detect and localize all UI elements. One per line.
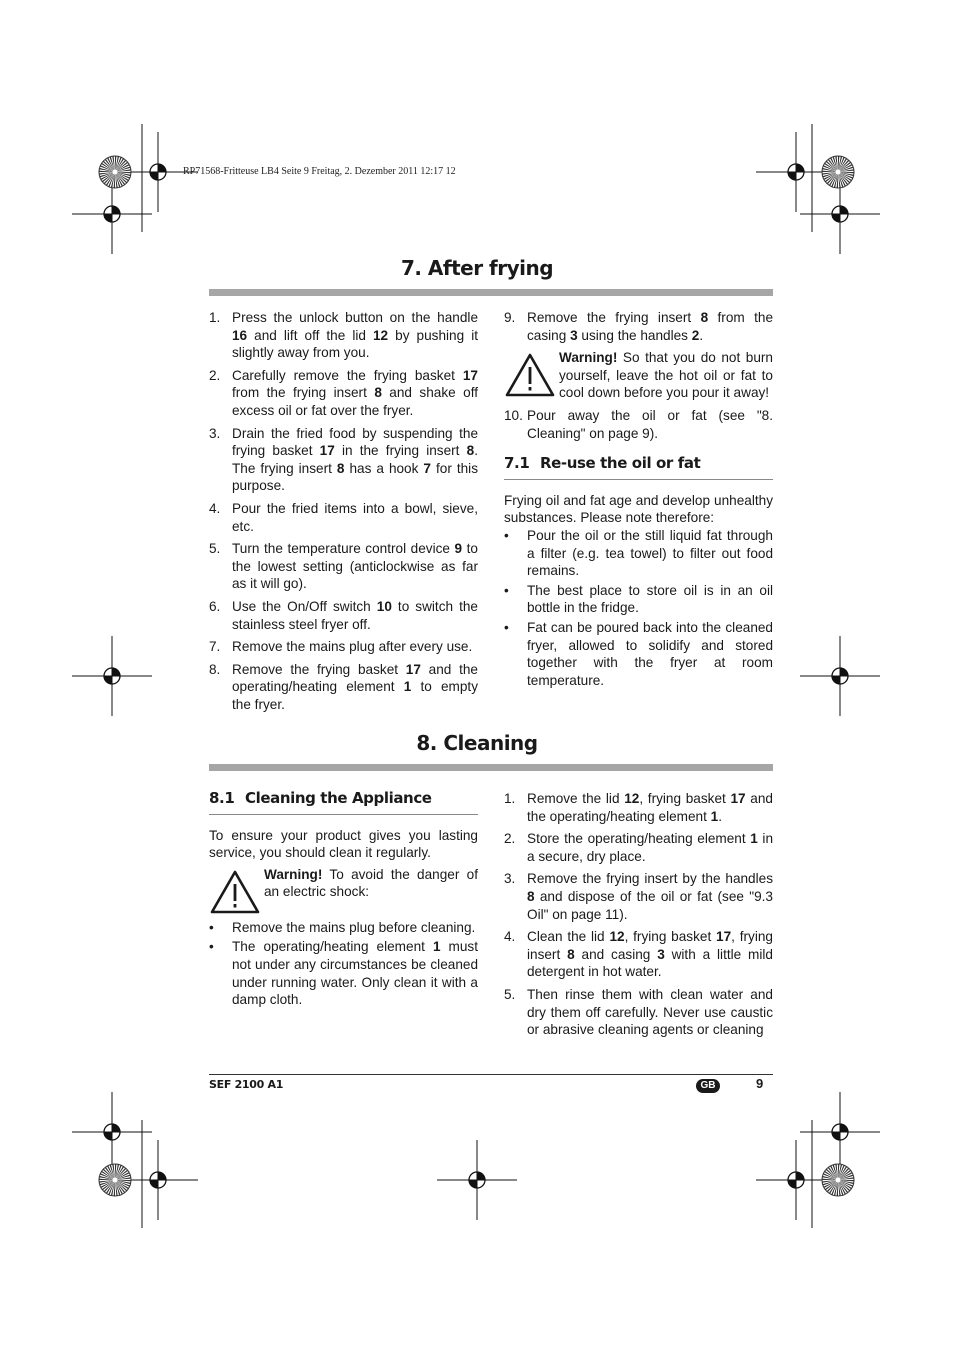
step-number: 3. — [209, 425, 221, 441]
part-number: 8 — [336, 460, 345, 476]
registration-wheel-icon — [98, 155, 132, 189]
bullet-item: • The best place to store oil is in an oil bottle in the fridge. — [504, 582, 773, 617]
list-item — [504, 870, 773, 923]
step-text: Remove the frying insert 8 from the casing 3 using the handles 2. — [527, 310, 774, 343]
bullet-item: • Pour the oil or the still liquid fat through a filter (e.g. tea towel) to filter out food remains. — [504, 527, 773, 580]
part-number: 3 — [657, 946, 665, 962]
crop-mark — [811, 1119, 813, 1229]
step-text: Use the On/Off switch 10 to switch the stainless steel fryer off. — [232, 598, 478, 632]
part-number: 8 — [466, 443, 475, 459]
part-number: 12 — [624, 791, 640, 806]
reuse-tips — [504, 527, 773, 689]
part-number: 8 — [567, 946, 575, 962]
warning-label: Warning! — [559, 350, 618, 366]
step-9 — [504, 309, 773, 344]
section-7-heading: 7. After frying — [400, 256, 554, 280]
part-number: 12 — [372, 327, 389, 343]
step-text: Pour away the oil or fat (see "8. Cleaning" on page 9). — [527, 407, 773, 441]
section-7-left-column — [209, 309, 478, 718]
bullet-item: • Remove the mains plug before cleaning. — [209, 919, 478, 937]
language-badge: GB — [696, 1079, 720, 1093]
part-number: 10 — [376, 598, 392, 614]
cleaning-safety-notes — [209, 919, 478, 1009]
cleaning-intro: To ensure your product gives you lasting service, you should clean it regularly. — [209, 827, 478, 861]
registration-wheel-icon — [821, 155, 855, 189]
warning-triangle-icon — [504, 352, 556, 398]
list-item — [504, 790, 773, 825]
step-number: 8. — [209, 661, 221, 677]
crosshair-mark-icon — [437, 1140, 517, 1220]
part-number: 12 — [609, 929, 625, 945]
step-number: 4. — [209, 500, 221, 516]
step-text: Remove the frying insert by the handles 8 and dispose of the oil or fat (see "9.3 Oil" on page 11). — [527, 871, 773, 922]
step-number: 1. — [209, 310, 221, 325]
step-number: 10. — [504, 407, 523, 423]
subsection-7-1-heading — [504, 455, 773, 480]
footer-rule — [209, 1074, 773, 1075]
cleaning-steps — [504, 790, 773, 1039]
step-text: Remove the frying basket 17 and the operating/heating element 1 to empty the fryer. — [232, 661, 478, 712]
part-number: 2 — [691, 327, 700, 343]
list-item — [209, 425, 478, 495]
reuse-intro: Frying oil and fat age and develop unhealthy substances. Please note therefore: — [504, 492, 773, 526]
subsection-number: 8.1 — [209, 789, 235, 807]
section-7-rule — [209, 289, 773, 296]
part-number: 17 — [319, 443, 335, 459]
part-number: 7 — [423, 460, 431, 476]
list-item — [209, 500, 478, 535]
step-number: 4. — [504, 929, 516, 945]
step-text: Remove the mains plug after every use. — [232, 639, 473, 655]
section-8-rule — [209, 764, 773, 771]
page-number: 9 — [756, 1076, 764, 1091]
part-number: 17 — [405, 661, 421, 677]
after-frying-steps — [209, 309, 478, 713]
list-item — [504, 830, 773, 865]
list-item — [209, 367, 478, 420]
step-text: Then rinse them with clean water and dry them off carefully. Never use caustic or abrasive cleaning agents or cleaning — [527, 986, 773, 1038]
section-8-right-column — [504, 790, 773, 1044]
list-item — [504, 986, 773, 1039]
part-number: 3 — [570, 327, 578, 343]
part-number: 1 — [403, 679, 412, 695]
warning-text: So that you do not burn yourself, leave the hot oil or fat to cool down before you pour it away! — [559, 350, 773, 401]
subsection-title: Cleaning the Appliance — [245, 789, 432, 807]
list-item — [209, 598, 478, 633]
part-number: 8 — [374, 385, 382, 401]
list-item — [209, 661, 478, 714]
list-item — [209, 638, 478, 656]
step-text: Press the unlock button on the handle 16 and lift off the lid 12 by pushing it slightly away from you. — [232, 310, 478, 361]
step-number: 3. — [504, 871, 516, 887]
crop-mark — [141, 1119, 143, 1229]
step-number: 5. — [504, 986, 516, 1002]
warning-triangle-icon — [209, 869, 261, 915]
part-number: 8 — [527, 888, 535, 904]
step-number: 2. — [209, 367, 221, 383]
part-number: 8 — [700, 310, 709, 325]
footer-model: SEF 2100 A1 — [209, 1078, 284, 1091]
part-number: 17 — [730, 791, 746, 806]
step-text: Carefully remove the frying basket 17 from the frying insert 8 and shake off excess oil or fat over the fryer. — [232, 367, 478, 418]
section-8-left-column — [209, 790, 478, 1011]
step-text: Clean the lid 12, frying basket 17, frying insert 8 and casing 3 with a little mild detergent in hot water. — [527, 929, 773, 980]
part-number: 1 — [750, 831, 758, 847]
crosshair-mark-icon — [72, 636, 152, 716]
print-slug: RP71568-Fritteuse LB4 Seite 9 Freitag, 2. Dezember 2011 12:17 12 — [183, 166, 456, 177]
step-number: 1. — [504, 791, 516, 806]
step-text: Pour the fried items into a bowl, sieve, etc. — [232, 500, 478, 534]
list-item — [504, 928, 773, 981]
subsection-8-1-heading — [209, 790, 478, 815]
step-number: 2. — [504, 831, 516, 847]
part-number: 9 — [454, 541, 463, 557]
step-10 — [504, 407, 773, 442]
list-item — [209, 540, 478, 593]
crosshair-mark-icon — [800, 636, 880, 716]
bullet-item: • Fat can be poured back into the cleaned fryer, allowed to solidify and stored together with the fryer at room temperature. — [504, 619, 773, 689]
registration-wheel-icon — [98, 1163, 132, 1197]
part-number: 1 — [432, 939, 441, 955]
step-number: 6. — [209, 598, 221, 614]
warning-label: Warning! — [264, 866, 323, 882]
warning-burn — [504, 349, 773, 402]
part-number: 17 — [716, 929, 732, 945]
part-number: 1 — [710, 808, 719, 824]
part-number: 17 — [462, 367, 478, 383]
step-text: Remove the lid 12, frying basket 17 and the operating/heating element 1. — [527, 791, 773, 824]
list-item — [209, 309, 478, 362]
warning-electric-shock — [209, 866, 478, 914]
step-number: 5. — [209, 541, 221, 557]
subsection-number: 7.1 — [504, 454, 530, 473]
crop-mark — [141, 123, 143, 233]
bullet-item: • The operating/heating element 1 must not under any circumstances be cleaned under running water. Only clean it with a damp cloth. — [209, 938, 478, 1008]
subsection-title: Re-use the oil or fat — [540, 454, 701, 473]
step-number: 9. — [504, 310, 516, 325]
registration-wheel-icon — [821, 1163, 855, 1197]
step-text: Drain the fried food by suspending the frying basket 17 in the frying insert 8. The frying insert 8 has a hook 7 for this purpose. — [232, 425, 478, 494]
step-text: Turn the temperature control device 9 to the lowest setting (anticlockwise as far as it will go). — [232, 541, 478, 592]
crop-mark — [811, 123, 813, 233]
part-number: 16 — [232, 327, 248, 343]
section-8-heading: 8. Cleaning — [416, 731, 538, 755]
step-number: 7. — [209, 639, 221, 655]
section-7-right-column — [504, 309, 773, 691]
step-text: Store the operating/heating element 1 in a secure, dry place. — [527, 831, 774, 864]
warning-text: To avoid the danger of an electric shock: — [264, 866, 478, 900]
